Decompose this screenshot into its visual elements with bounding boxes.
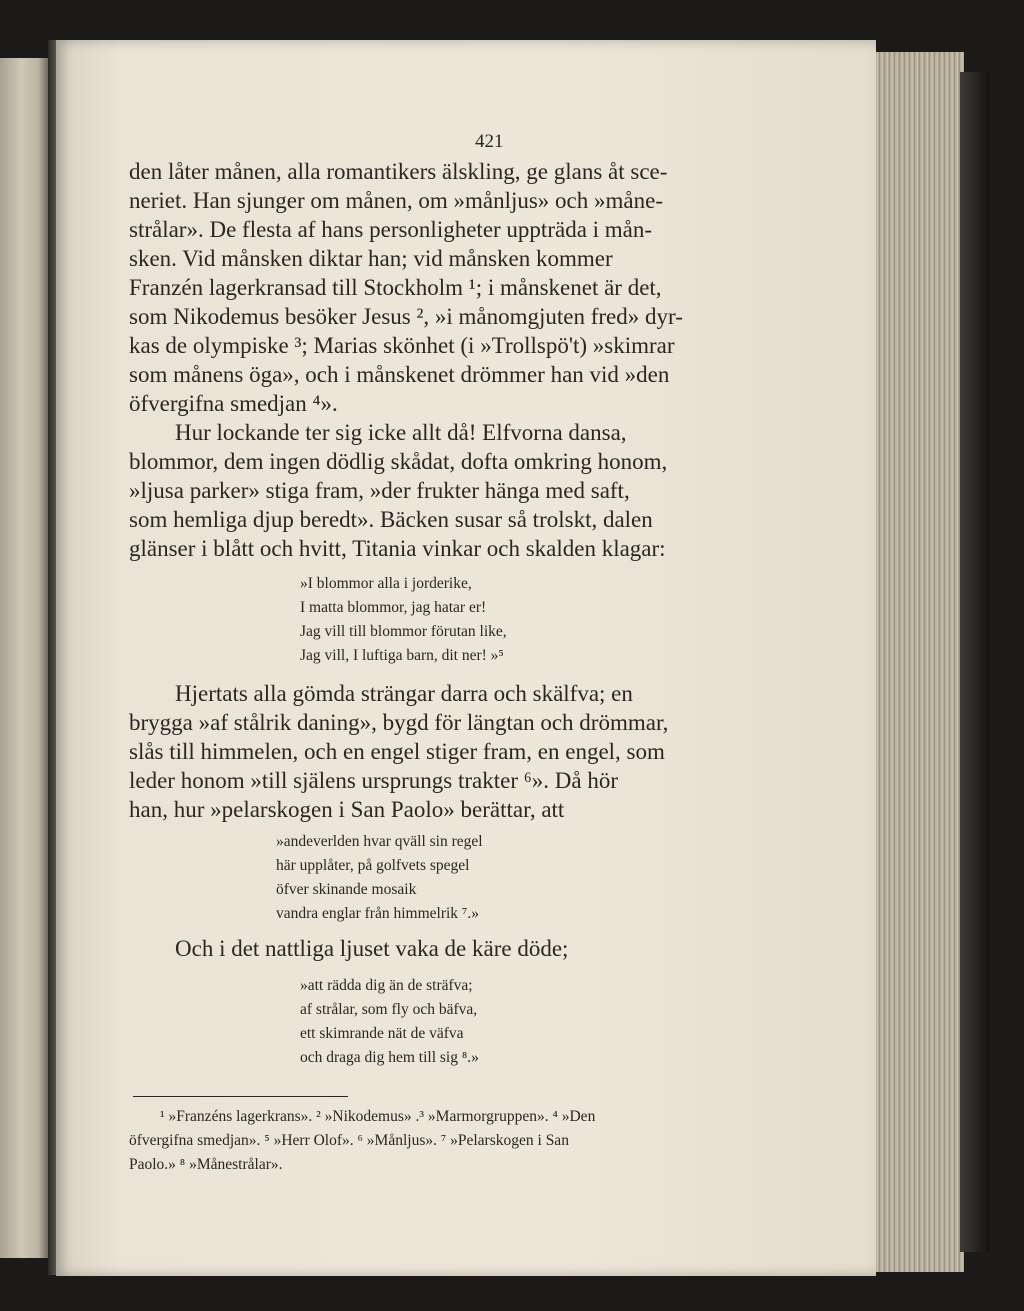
body-line: strålar». De flesta af hans personligheter uppträda i mån-: [129, 217, 653, 242]
verse-line: ett skimrande nät de väfva: [300, 1025, 464, 1042]
body-line: som månens öga», och i månskenet drömmer han vid »den: [129, 362, 670, 387]
body-line: sken. Vid månsken diktar han; vid månsken kommer: [129, 246, 613, 271]
verse-line: »andeverlden hvar qväll sin regel: [276, 833, 483, 850]
verse-line: af strålar, som fly och bäfva,: [300, 1001, 478, 1018]
footnote-line: ¹ »Franzéns lagerkrans». ² »Nikodemus» .³ »Marmorgruppen». ⁴ »Den: [160, 1108, 596, 1125]
verse-line: Jag vill, I luftiga barn, dit ner! »⁵: [300, 647, 504, 664]
body-line: han, hur »pelarskogen i San Paolo» berättar, att: [129, 797, 565, 822]
body-line: Hjertats alla gömda strängar darra och skälfva; en: [175, 681, 633, 706]
body-line: Hur lockande ter sig icke allt då! Elfvorna dansa,: [175, 420, 627, 445]
verse-line: öfver skinande mosaik: [276, 881, 417, 898]
body-line: den låter månen, alla romantikers älskling, ge glans åt sce-: [129, 159, 668, 184]
body-line: Franzén lagerkransad till Stockholm ¹; i månskenet är det,: [129, 275, 662, 300]
verse-line: vandra englar från himmelrik ⁷.»: [276, 905, 479, 922]
page-number: 421: [475, 131, 504, 152]
body-line: öfvergifna smedjan ⁴».: [129, 391, 338, 416]
body-line: blommor, dem ingen dödlig skådat, dofta omkring honom,: [129, 449, 668, 474]
body-line: neriet. Han sjunger om månen, om »månljus» och »måne-: [129, 188, 663, 213]
verse-line: Jag vill till blommor förutan like,: [300, 623, 507, 640]
body-line: leder honom »till själens ursprungs trakter ⁶». Då hör: [129, 768, 618, 793]
body-line: som hemliga djup beredt». Bäcken susar så trolskt, dalen: [129, 507, 653, 532]
verse-line: och draga dig hem till sig ⁸.»: [300, 1049, 479, 1066]
verse-line: »att rädda dig än de sträfva;: [300, 977, 473, 994]
left-page-edge: [0, 58, 48, 1258]
footnote-rule: [133, 1096, 348, 1097]
body-line: »ljusa parker» stiga fram, »der frukter hänga med saft,: [129, 478, 630, 503]
verse-line: här upplåter, på golfvets spegel: [276, 857, 470, 874]
body-line: glänser i blått och hvitt, Titania vinkar och skalden klagar:: [129, 536, 666, 561]
body-line: brygga »af stålrik daning», bygd för längtan och drömmar,: [129, 710, 669, 735]
body-line: Och i det nattliga ljuset vaka de käre döde;: [175, 936, 569, 961]
verse-line: »I blommor alla i jorderike,: [300, 575, 472, 592]
page-stack-edge: [876, 52, 964, 1272]
verse-line: I matta blommor, jag hatar er!: [300, 599, 487, 616]
footnote-line: Paolo.» ⁸ »Månestrålar».: [129, 1156, 283, 1173]
page-stack-shadow: [960, 72, 990, 1252]
footnote-line: öfvergifna smedjan». ⁵ »Herr Olof». ⁶ »Månljus». ⁷ »Pelarskogen i San: [129, 1132, 569, 1149]
body-line: slås till himmelen, och en engel stiger fram, en engel, som: [129, 739, 665, 764]
body-line: kas de olympiske ³; Marias skönhet (i »Trollspö't) »skimrar: [129, 333, 675, 358]
body-line: som Nikodemus besöker Jesus ², »i månomgjuten fred» dyr-: [129, 304, 683, 329]
